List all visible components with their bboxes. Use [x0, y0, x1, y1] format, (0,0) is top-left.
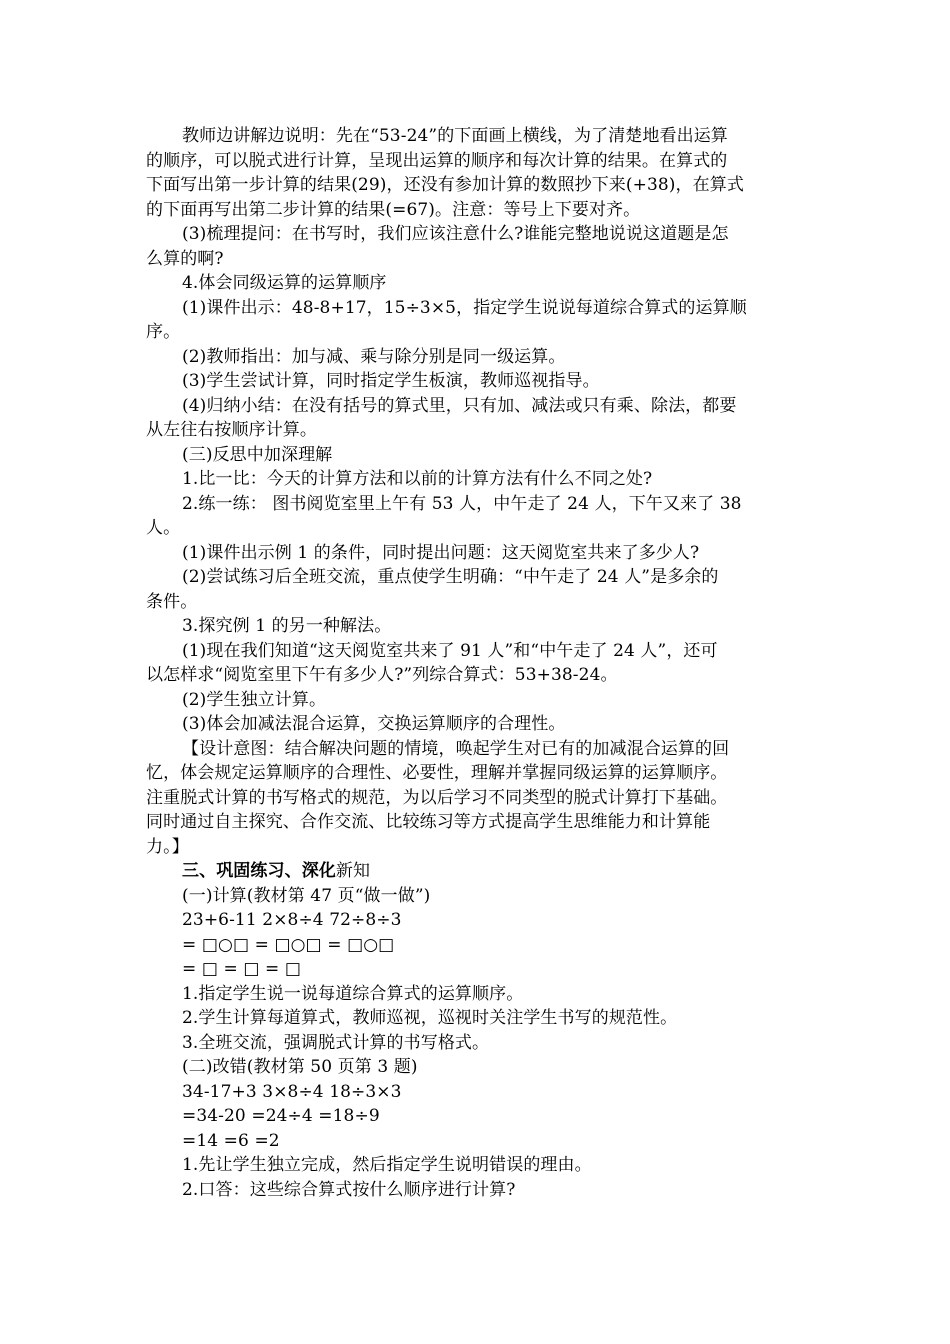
- math-line: 34-17+3 3×8÷4 18÷3×3: [182, 1081, 402, 1102]
- text-line: 从左往右按顺序计算。: [146, 420, 317, 440]
- text-line: 么算的啊?: [146, 248, 224, 269]
- text-line: 序。: [146, 322, 181, 342]
- text-line: 2.学生计算每道算式，教师巡视，巡视时关注学生书写的规范性。: [182, 1008, 678, 1028]
- math-line: 23+6-11 2×8÷4 72÷8÷3: [182, 910, 402, 930]
- text-line: (3)体会加减法混合运算，交换运算顺序的合理性。: [182, 714, 566, 734]
- text-line: 1.比一比：今天的计算方法和以前的计算方法有什么不同之处?: [182, 469, 653, 489]
- text-line: 人。: [146, 518, 181, 538]
- section-heading: [146, 859, 808, 884]
- text-line: 教师边讲解边说明：先在“53-24”的下面画上横线，为了清楚地看出运算: [182, 126, 728, 146]
- text-line: 2.练一练： 图书阅览室里上午有 53 人，中午走了 24 人，下午又来了 38: [182, 493, 742, 514]
- section-heading: 3.探究例 1 的另一种解法。: [182, 616, 392, 636]
- text-line: (2)教师指出：加与减、乘与除分别是同一级运算。: [182, 346, 566, 367]
- text-line: 的下面再写出第二步计算的结果(=67)。注意：等号上下要对齐。: [146, 199, 641, 220]
- text-line: 的顺序，可以脱式进行计算，呈现出运算的顺序和每次计算的结果。在算式的: [146, 150, 728, 171]
- section-heading-bold: 三、巩固练习、深化: [182, 861, 336, 881]
- math-line: = □○□ = □○□ = □○□: [182, 934, 395, 955]
- text-line: 条件。: [146, 591, 198, 612]
- text-line: (1)课件出示例 1 的条件，同时提出问题：这天阅览室共来了多少人?: [182, 542, 700, 563]
- text-line: 3.全班交流，强调脱式计算的书写格式。: [182, 1032, 490, 1053]
- text-line: (4)归纳小结：在没有括号的算式里，只有加、减法或只有乘、除法，都要: [182, 395, 737, 416]
- section-heading-rest: 新知: [335, 861, 371, 881]
- math-line: =14 =6 =2: [182, 1130, 280, 1151]
- text-line: (2)学生独立计算。: [182, 689, 327, 710]
- exercise-heading: (一)计算(教材第 47 页“做一做”): [182, 885, 431, 906]
- text-line: (1)现在我们知道“这天阅览室共来了 91 人”和“中午走了 24 人”，还可: [182, 640, 718, 661]
- design-intent-text: 忆，体会规定运算顺序的合理性、必要性，理解并掌握同级运算的运算顺序。: [146, 763, 728, 783]
- design-intent-text: 注重脱式计算的书写格式的规范，为以后学习不同类型的脱式计算打下基础。: [146, 787, 728, 808]
- exercise-heading: (二)改错(教材第 50 页第 3 题): [182, 1057, 418, 1077]
- math-line: =34-20 =24÷4 =18÷9: [182, 1106, 380, 1126]
- design-intent-text: 同时通过自主探究、合作交流、比较练习等方式提高学生思维能力和计算能: [146, 812, 711, 832]
- text-line: (3)梳理提问：在书写时，我们应该注意什么?谁能完整地说说这道题是怎: [182, 224, 729, 244]
- section-heading: 4.体会同级运算的运算顺序: [182, 273, 387, 293]
- text-line: 2.口答：这些综合算式按什么顺序进行计算?: [182, 1179, 516, 1200]
- text-line: (3)学生尝试计算，同时指定学生板演，教师巡视指导。: [182, 371, 600, 391]
- text-line: 1.先让学生独立完成，然后指定学生说明错误的理由。: [182, 1155, 592, 1175]
- document-page: [146, 124, 808, 1202]
- design-intent-text: 【设计意图：结合解决问题的情境，唤起学生对已有的加减混合运算的回: [182, 738, 730, 759]
- section-heading: (三)反思中加深理解: [182, 444, 333, 465]
- text-line: (1)课件出示：48-8+17，15÷3×5，指定学生说说每道综合算式的运算顺: [182, 297, 747, 318]
- text-line: 下面写出第一步计算的结果(29)，还没有参加计算的数照抄下来(+38)，在算式: [146, 175, 744, 195]
- design-intent-text: 力。】: [146, 836, 189, 857]
- text-line: 1.指定学生说一说每道综合算式的运算顺序。: [182, 983, 524, 1004]
- text-line: 以怎样求“阅览室里下午有多少人?”列综合算式：53+38-24。: [146, 665, 618, 685]
- math-line: = □ = □ = □: [182, 959, 302, 979]
- text-line: (2)尝试练习后全班交流，重点使学生明确：“中午走了 24 人”是多余的: [182, 567, 719, 587]
